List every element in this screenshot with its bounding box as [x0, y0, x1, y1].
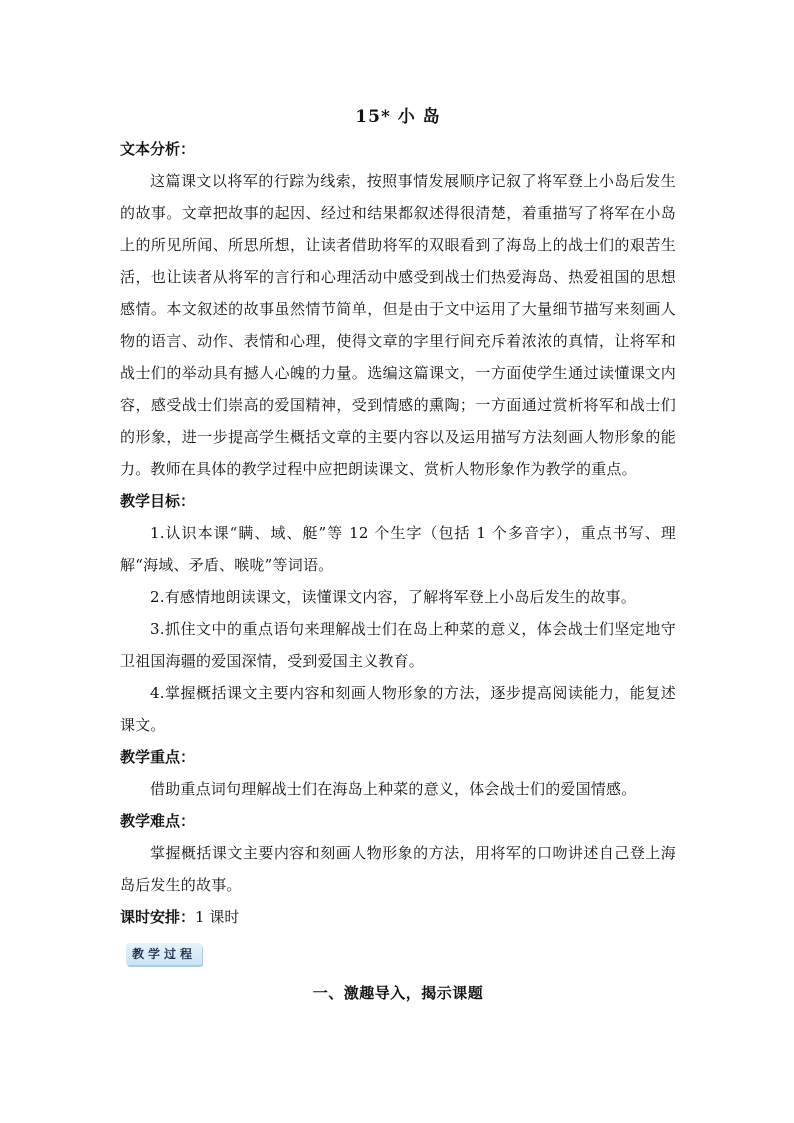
heading-text-analysis: 文本分析： [120, 140, 196, 158]
section-difficulties [120, 805, 676, 901]
goal-item-2: 2.有感情地朗读课文，读懂课文内容，了解将军登上小岛后发生的故事。 [150, 588, 636, 606]
heading-teaching-goals: 教学目标： [120, 492, 196, 510]
document-content [120, 103, 676, 1007]
goal-item-4: 4.掌握概括课文主要内容和刻画人物形象的方法，逐步提高阅读能力，能复述课文。 [120, 684, 676, 734]
process-badge-wrap [120, 943, 676, 967]
section-key-points [120, 741, 676, 805]
section-text-analysis [120, 133, 676, 485]
schedule-value: 1 课时 [195, 908, 240, 926]
schedule-line [120, 901, 676, 933]
lesson-title: 15* 小 岛 [355, 107, 441, 127]
heading-key-points: 教学重点： [120, 748, 196, 766]
text-analysis-paragraph: 这篇课文以将军的行踪为线索，按照事情发展顺序记叙了将军登上小岛后发生的故事。文章把故事的起因、经过和结果都叙述得很清楚，着重描写了将军在小岛上的所见所闻、所思所想，让读者借助将军的双眼看到了海岛上的战士们的艰苦生活，也让读者从将军的言行和心理活动中感受到战士们热爱海岛、热爱祖国的思想感情。本文叙述的故事虽然情节简单，但是由于文中运用了大量细节描写来刻画人物的语言、动作、表情和心理，使得文章的字里行间充斥着浓浓的真情，让将军和战士们的举动具有撼人心魄的力量。选编这篇课文，一方面使学生通过读懂课文内容，感受战士们崇高的爱国精神，受到情感的熏陶；一方面通过赏析将军和战士们的形象，进一步提高学生概括文章的主要内容以及运用描写方法刻画人物形象的能力。教师在具体的教学过程中应把朗读课文、赏析人物形象作为教学的重点。 [120, 172, 676, 478]
section-intro-title: 一、激趣导入，揭示课题 [312, 984, 484, 1002]
heading-difficulties: 教学难点： [120, 812, 196, 830]
section-teaching-goals [120, 485, 676, 741]
difficulties-paragraph: 掌握概括课文主要内容和刻画人物形象的方法，用将军的口吻讲述自己登上海岛后发生的故事。 [120, 844, 676, 894]
process-badge: 教学过程 [126, 943, 202, 965]
goal-item-1: 1.认识本课“瞒、域、艇”等 12 个生字（包括 1 个多音字），重点书写、理解“海域、矛盾、喉咙”等词语。 [120, 524, 676, 574]
goal-item-3: 3.抓住文中的重点语句来理解战士们在岛上种菜的意义，体会战士们坚定地守卫祖国海疆的爱国深情，受到爱国主义教育。 [120, 620, 676, 670]
key-points-paragraph: 借助重点词句理解战士们在海岛上种菜的意义，体会战士们的爱国情感。 [150, 780, 637, 798]
schedule-label: 课时安排： [120, 908, 196, 926]
